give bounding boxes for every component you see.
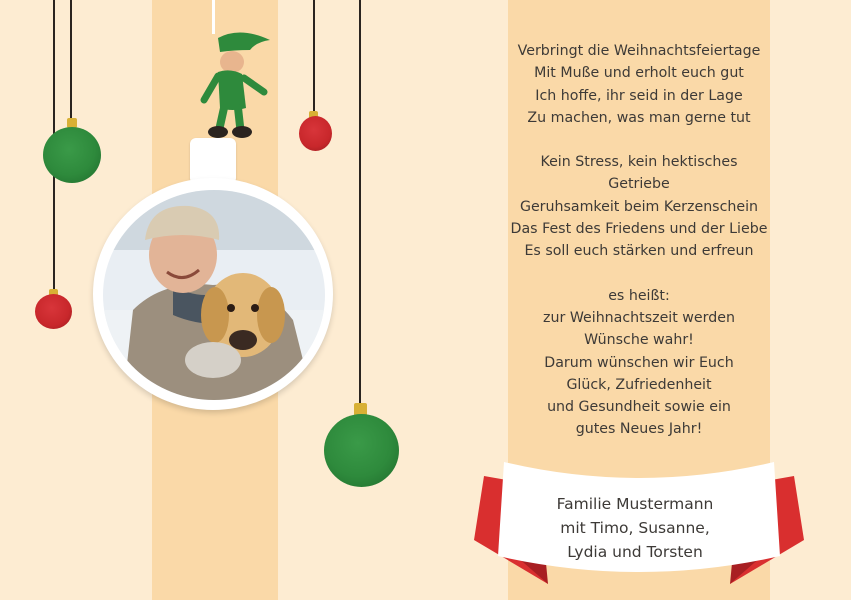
poem: [508, 40, 770, 463]
ornament-string: [359, 0, 361, 404]
ornament-string: [313, 0, 315, 116]
elf-icon: [190, 28, 280, 144]
red-bauble-icon: [35, 294, 72, 329]
poem-stanza-3: es heißt: zur Weihnachtszeit werden Wünsche wahr! Darum wünschen wir Euch Glück, Zufriedenheit und Gesundheit sowie ein gutes Neues Jahr!: [543, 287, 735, 438]
poem-stanza-2: Kein Stress, kein hektisches Getriebe Geruhsamkeit beim Kerzenschein Das Fest des Friedens und der Liebe Es soll euch stärken und erfreun: [510, 154, 768, 260]
ornament-string: [70, 0, 72, 120]
poem-stanza-1: Verbringt die Weihnachtsfeiertage Mit Muße und erholt euch gut Ich hoffe, ihr seid in der Lage Zu machen, was man gerne tut: [517, 43, 761, 126]
family-photo: [103, 190, 325, 400]
signature: Familie Mustermann mit Timo, Susanne, Lydia und Torsten: [556, 495, 714, 561]
green-bauble-icon: [324, 414, 399, 487]
green-bauble-icon: [43, 127, 101, 183]
red-bauble-icon: [299, 116, 332, 151]
